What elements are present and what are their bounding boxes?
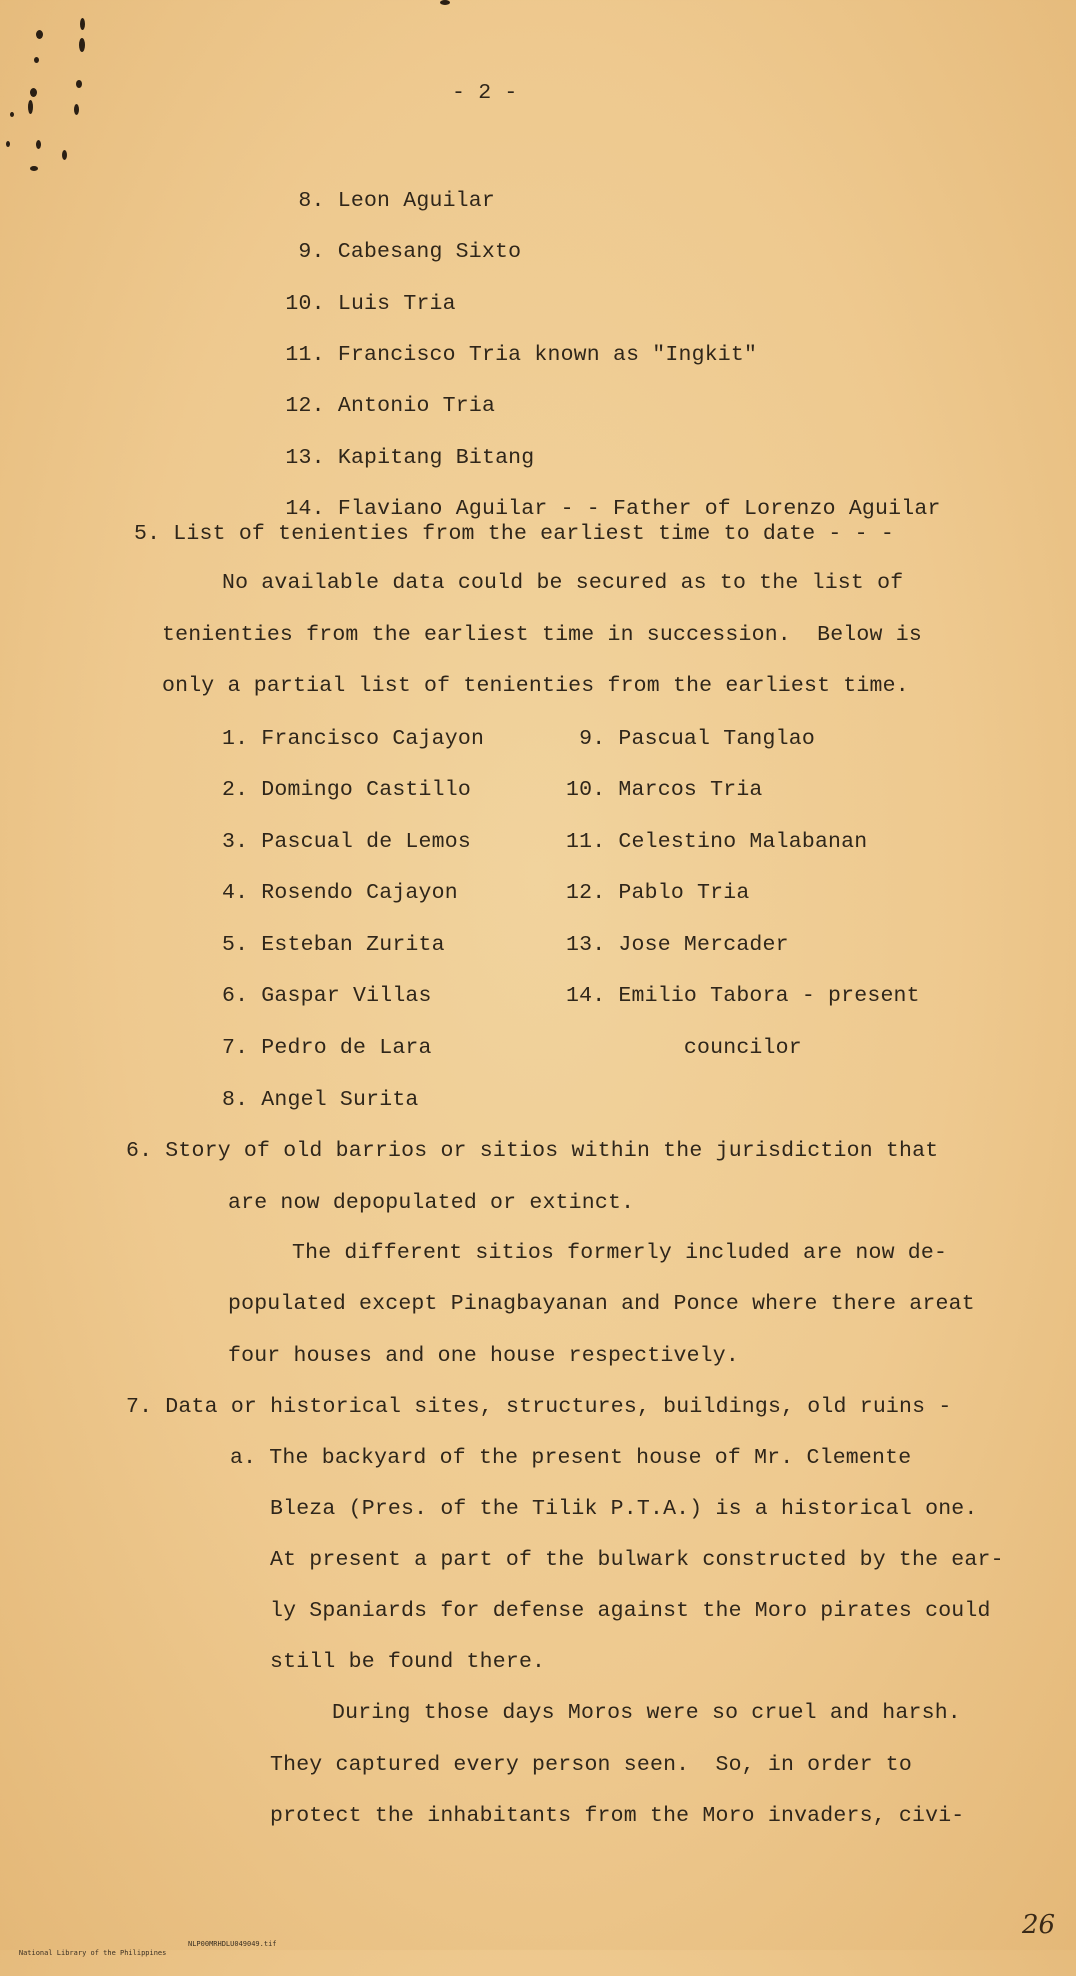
paragraph-line: They captured every person seen. So, in order to — [270, 1753, 913, 1777]
item-text: Flaviano Aguilar - - Father of Lorenzo Aguilar — [337, 497, 941, 521]
item-number: 13. — [285, 446, 325, 470]
handwritten-page-stamp: 26 — [1022, 1910, 1056, 1940]
punch-mark — [10, 112, 14, 117]
punch-mark — [76, 80, 82, 88]
paragraph-line: Bleza (Pres. of the Tilik P.T.A.) is a historical one. — [270, 1497, 978, 1521]
teniente-right: 9. Pascual Tanglao — [566, 727, 815, 751]
paragraph-line: protect the inhabitants from the Moro invaders, civi- — [270, 1804, 965, 1828]
teniente-left: 5. Esteban Zurita — [222, 933, 445, 957]
teniente-left: 3. Pascual de Lemos — [222, 830, 471, 854]
paragraph-line: still be found there. — [270, 1650, 546, 1674]
punch-mark — [30, 166, 38, 171]
section-6-heading: are now depopulated or extinct. — [228, 1191, 635, 1215]
paragraph-line: At present a part of the bulwark constructed by the ear- — [270, 1548, 1004, 1572]
item-text: Cabesang Sixto — [337, 240, 522, 264]
item-number: 8. — [298, 189, 325, 213]
item-text: Luis Tria — [337, 292, 456, 316]
punch-mark — [74, 104, 79, 115]
punch-mark — [30, 88, 37, 97]
teniente-left: 8. Angel Surita — [222, 1088, 419, 1112]
punch-mark — [6, 141, 10, 147]
section-7-heading: 7. Data or historical sites, structures, buildings, old ruins - — [126, 1395, 952, 1419]
item-text: Leon Aguilar — [337, 189, 495, 213]
page-number: - 2 - — [452, 81, 518, 105]
teniente-left: 7. Pedro de Lara — [222, 1036, 432, 1060]
file-name: NLP00MRHDLU049049.tif — [188, 1940, 277, 1948]
punch-mark — [28, 100, 33, 114]
punch-mark — [440, 0, 450, 5]
paragraph-line: ly Spaniards for defense against the Moro pirates could — [270, 1599, 991, 1623]
punch-mark — [80, 18, 85, 30]
paragraph-line: tenienties from the earliest time in succession. Below is — [162, 623, 922, 647]
teniente-left: 1. Francisco Cajayon — [222, 727, 485, 751]
paragraph-line: a. The backyard of the present house of Mr. Clemente — [230, 1446, 912, 1470]
paragraph-line: four houses and one house respectively. — [228, 1344, 739, 1368]
library-credit: National Library of the Philippines — [18, 1949, 167, 1957]
item-number: 12. — [285, 394, 325, 418]
paragraph-line: The different sitios formerly included are now de- — [292, 1241, 948, 1265]
section-6-heading: 6. Story of old barrios or sitios within the jurisdiction that — [126, 1139, 939, 1163]
teniente-left: 6. Gaspar Villas — [222, 984, 432, 1008]
item-text: Antonio Tria — [337, 394, 496, 418]
scan-footer — [2, 1940, 277, 1976]
paragraph-line: populated except Pinagbayanan and Ponce where there areat — [228, 1292, 975, 1316]
item-text: Francisco Tria known as "Ingkit" — [337, 343, 758, 367]
teniente-right: 10. Marcos Tria — [566, 778, 763, 802]
paragraph-line: only a partial list of tenienties from the earliest time. — [162, 674, 909, 698]
teniente-right: 13. Jose Mercader — [566, 933, 789, 957]
punch-mark — [62, 150, 67, 160]
item-number: 11. — [285, 343, 325, 367]
paragraph-line: No available data could be secured as to the list of — [222, 571, 904, 595]
teniente-right: councilor — [566, 1036, 802, 1060]
teniente-right: 14. Emilio Tabora - present — [566, 984, 920, 1008]
teniente-right: 12. Pablo Tria — [566, 881, 750, 905]
punch-mark — [34, 57, 39, 63]
punch-mark — [79, 38, 85, 52]
punch-mark — [36, 30, 43, 39]
teniente-right: 11. Celestino Malabanan — [566, 830, 868, 854]
item-number: 10. — [285, 292, 325, 316]
paragraph-line: During those days Moros were so cruel and harsh. — [332, 1701, 961, 1725]
punch-mark — [36, 140, 41, 149]
section-5-heading: 5. List of tenienties from the earliest time to date - - - — [134, 522, 894, 546]
teniente-left: 4. Rosendo Cajayon — [222, 881, 458, 905]
teniente-left: 2. Domingo Castillo — [222, 778, 471, 802]
item-number: 9. — [298, 240, 325, 264]
item-text: Kapitang Bitang — [337, 446, 535, 470]
item-number: 14. — [285, 497, 325, 521]
